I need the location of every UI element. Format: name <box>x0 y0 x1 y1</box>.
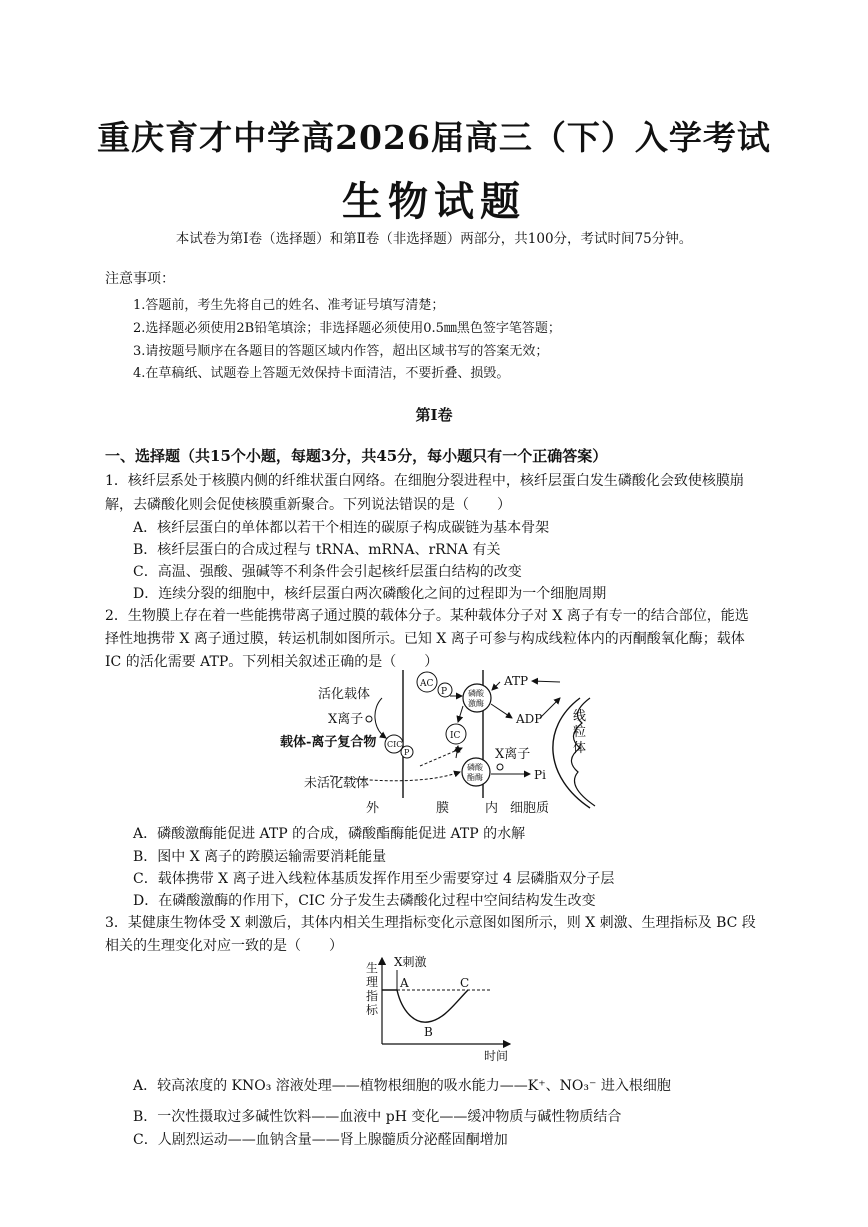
q3-option-b: B．一次性摄取过多碱性饮料——血液中 pH 变化——缓冲物质与碱性物质结合 <box>133 1109 622 1125</box>
carrier-transport-diagram <box>270 668 615 818</box>
binding-arrow <box>375 698 386 738</box>
x-ion-circle-right <box>497 764 503 770</box>
label-active-carrier: 活化载体 <box>318 687 371 702</box>
school-exam-title: 重庆育才中学高2026届高三（下）入学考试 <box>97 118 771 157</box>
subject-title: 生物试题 <box>342 178 526 225</box>
activation-arrow <box>458 706 463 722</box>
notice-item: 3.请按题号顺序在各题目的答题区域内作答，超出区域书写的答案无效； <box>133 344 549 359</box>
q2-option-a: A．磷酸激酶能促进 ATP 的合成，磷酸酯酶能促进 ATP 的水解 <box>133 826 526 842</box>
adp-to-mito-arrow <box>540 698 560 718</box>
label-complex: 载体-离子复合物 <box>280 735 377 750</box>
label-outer: 外 <box>366 801 380 816</box>
q2-option-b: B．图中 X 离子的跨膜运输需要消耗能量 <box>133 849 387 865</box>
pi-label: Pi <box>534 768 546 782</box>
label-inactive-carrier: 未活化载体 <box>304 776 370 791</box>
atp-arrow <box>492 682 500 690</box>
q3-option-a: A．较高浓度的 KNO₃ 溶液处理——植物根细胞的吸水能力——K⁺、NO₃⁻ 进入根细胞 <box>133 1078 671 1094</box>
exam-intro: 本试卷为第Ⅰ卷（选择题）和第Ⅱ卷（非选择题）两部分，共100分，考试时间75分钟。 <box>175 231 693 247</box>
stimulus-label: X刺激 <box>394 955 427 969</box>
atp-source-arrow <box>532 681 560 682</box>
notice-heading: 注意事项： <box>105 271 175 287</box>
q3-stem-line: 3．某健康生物体受 X 刺激后，其体内相关生理指标变化示意图如图所示，则 X 刺激、生理指标及 BC 段 <box>105 915 756 931</box>
label-cytoplasm: 细胞质 <box>510 801 550 816</box>
notice-item: 1.答题前，考生先将自己的姓名、准考证号填写清楚； <box>133 298 445 313</box>
y-axis-label: 生 <box>366 961 379 975</box>
q1-stem-line: 解，去磷酸化则会促使核膜重新聚合。下列说法错误的是（ ） <box>105 497 511 513</box>
q1-option-b: B．核纤层蛋白的合成过程与 tRNA、mRNA、rRNA 有关 <box>133 542 501 558</box>
q3-stem-line: 相关的生理变化对应一致的是（ ） <box>105 938 343 954</box>
response-curve <box>382 990 468 1022</box>
physiology-curve-diagram <box>360 952 520 1064</box>
q1-stem-line: 1．核纤层系处于核膜内侧的纤维状蛋白网络。在细胞分裂进程中，核纤层蛋白发生磷酸化会致使核膜崩 <box>105 473 744 489</box>
q1-option-d: D．连续分裂的细胞中，核纤层蛋白两次磷酸化之间的过程即为一个细胞周期 <box>133 586 607 602</box>
notice-item: 4.在草稿纸、试题卷上答题无效保持卡面清洁，不要折叠、损毁。 <box>133 366 510 381</box>
y-axis-label: 理 <box>366 975 379 989</box>
phosphatase-label: 酯酶 <box>467 773 483 782</box>
q2-stem-line: 2．生物膜上存在着一些能携带离子通过膜的载体分子。某种载体分子对 X 离子有专一的结合部位，能选 <box>105 608 749 624</box>
atp-label: ATP <box>504 674 529 688</box>
adp-label: ADP <box>516 712 543 726</box>
x-axis-label: 时间 <box>484 1049 509 1063</box>
point-a-label: A <box>400 976 409 990</box>
ic-label: IC <box>450 731 461 741</box>
kinase-label: 磷酸 <box>468 689 484 698</box>
mito-label: 体 <box>573 741 587 756</box>
q1-option-a: A．核纤层蛋白的单体都以若干个相连的碳原子构成碳链为基本骨架 <box>133 520 550 536</box>
ac-label: AC <box>420 679 434 689</box>
point-c-label: C <box>460 976 470 990</box>
label-x-ion-right: X离子 <box>495 747 531 762</box>
y-axis-label: 指 <box>366 989 379 1003</box>
q3-option-c: C．人剧烈运动——血钠含量——肾上腺髓质分泌醛固酮增加 <box>133 1132 508 1148</box>
p-label: P <box>441 687 448 697</box>
q2-stem-line: 择性地携带 X 离子通过膜，转运机制如图所示。已知 X 离子可参与构成线粒体内的丙酮酸氧化酶；载体 <box>105 631 745 647</box>
y-axis-label: 标 <box>366 1003 379 1017</box>
label-x-ion-left: X离子 <box>328 712 364 727</box>
cic-label: CIC <box>387 740 403 749</box>
label-membrane: 膜 <box>436 801 450 816</box>
mito-label: 线 <box>573 709 587 724</box>
x-ion-circle-left <box>366 716 372 722</box>
q2-option-d: D．在磷酸激酶的作用下，CIC 分子发生去磷酸化过程中空间结构发生改变 <box>133 893 596 909</box>
phosphatase-label: 磷酸 <box>467 763 483 772</box>
q1-option-c: C．高温、强酸、强碱等不利条件会引起核纤层蛋白结构的改变 <box>133 564 522 580</box>
section-heading: 一、选择题（共15个小题，每题3分，共45分，每小题只有一个正确答案） <box>105 447 608 465</box>
ic-return-arrow <box>456 746 458 758</box>
q2-stem-line: IC 的活化需要 ATP。下列相关叙述正确的是（ ） <box>105 654 439 670</box>
volume-title: 第Ⅰ卷 <box>415 406 453 424</box>
label-inner: 内 <box>485 801 499 816</box>
p-label: P <box>404 748 410 757</box>
point-b-label: B <box>424 1025 433 1039</box>
mito-label: 粒 <box>573 725 587 740</box>
kinase-label: 激酶 <box>468 699 484 708</box>
notice-item: 2.选择题必须使用2B铅笔填涂；非选择题必须使用0.5㎜黑色签字笔答题； <box>133 321 561 336</box>
q2-option-c: C．载体携带 X 离子进入线粒体基质发挥作用至少需要穿过 4 层磷脂双分子层 <box>133 871 615 887</box>
adp-arrow <box>491 704 512 718</box>
